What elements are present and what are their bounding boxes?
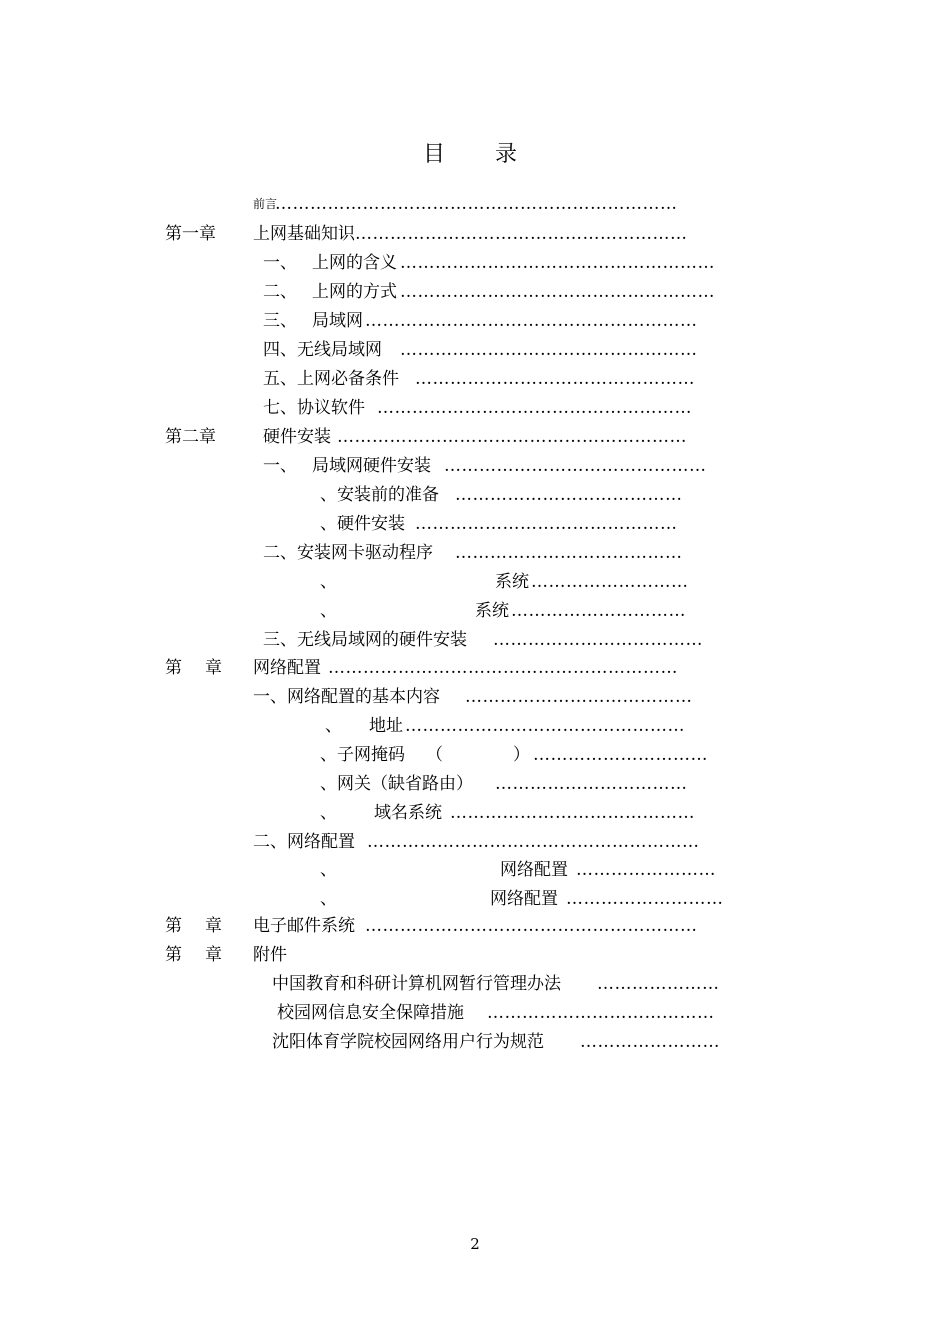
toc-leader: ……………………………………………… — [377, 398, 692, 418]
toc-entry — [0, 801, 950, 825]
toc-entry-mark: 、 — [320, 889, 337, 909]
toc-leader: ………………………………… — [465, 687, 693, 707]
toc-leader: ……………………………………… — [444, 456, 707, 476]
toc-entry-mark: 、 — [325, 716, 342, 736]
toc-leader: ……………………………………………… — [400, 282, 715, 302]
toc-entry — [0, 396, 950, 420]
toc-section-number: 三、 — [263, 311, 297, 331]
toc-leader: …………………………………………………… — [337, 427, 687, 447]
toc-leader: ………………… — [597, 974, 720, 994]
toc-chapter-number: 第一章 — [165, 224, 216, 244]
toc-entry-text: 地址 — [369, 716, 403, 736]
toc-entry-text: 四、无线局域网 — [263, 340, 382, 360]
toc-entry — [0, 772, 950, 796]
toc-entry — [0, 685, 950, 709]
toc-entry-text: 、子网掩码 — [320, 745, 405, 765]
toc-entry-text: 网络配置 — [500, 860, 568, 880]
toc-entry-text: 上网的方式 — [312, 282, 397, 302]
toc-entry — [0, 858, 950, 882]
toc-entry-text: 二、网络配置 — [253, 832, 355, 852]
toc-leader: ………………………………………………… — [367, 832, 700, 852]
toc-entry-text: 、网关（缺省路由） — [320, 774, 473, 794]
toc-leader: ………………………………………………… — [365, 916, 698, 936]
toc-leader: ………………………………… — [455, 543, 683, 563]
toc-entry — [0, 280, 950, 304]
toc-entry-text: 二、安装网卡驱动程序 — [263, 543, 433, 563]
toc-leader: ……………………… — [531, 572, 689, 592]
toc-leader: ………………………………… — [487, 1003, 715, 1023]
toc-leader: ………………………………………… — [415, 369, 695, 389]
toc-entry-chapter-1 — [0, 222, 950, 246]
toc-entry-text: 上网的含义 — [312, 253, 397, 273]
toc-entry-text: 、硬件安装 — [320, 514, 405, 534]
toc-entry — [0, 830, 950, 854]
toc-entry-appendix — [0, 1001, 950, 1025]
toc-title-part2: 录 — [495, 142, 518, 167]
toc-chapter-suffix: 章 — [205, 658, 222, 678]
toc-entry — [0, 512, 950, 536]
toc-entry — [0, 309, 950, 333]
toc-leader: ………………………………………… — [405, 716, 685, 736]
toc-entry-chapter-5 — [0, 943, 950, 967]
toc-section-number: 一、 — [263, 253, 297, 273]
toc-entry — [0, 887, 950, 911]
toc-entry-appendix — [0, 1030, 950, 1054]
toc-paren-close: ） — [513, 745, 530, 765]
toc-chapter-number: 第二章 — [165, 427, 216, 447]
toc-leader: ………………………………………………… — [355, 224, 688, 244]
toc-chapter-suffix: 章 — [205, 916, 222, 936]
toc-entry — [0, 367, 950, 391]
toc-entry-text: 中国教育和科研计算机网暂行管理办法 — [272, 974, 561, 994]
toc-entry-appendix — [0, 972, 950, 996]
toc-entry-label: 前言 — [253, 197, 278, 211]
page-number: 2 — [470, 1235, 480, 1253]
toc-leader: ……………………………………… — [415, 514, 678, 534]
toc-entry — [0, 714, 950, 738]
toc-leader: ……………………………………………… — [400, 253, 715, 273]
toc-entry — [0, 743, 950, 767]
toc-leader: ………………………………………………… — [365, 311, 698, 331]
toc-entry — [0, 454, 950, 478]
toc-entry — [0, 541, 950, 565]
toc-entry-text: 电子邮件系统 — [253, 916, 355, 936]
toc-paren-open: （ — [426, 745, 443, 765]
toc-entry-text: 网络配置 — [253, 658, 321, 678]
toc-leader: …………………………………………………………… — [275, 194, 678, 214]
toc-entry — [0, 483, 950, 507]
toc-entry-text: 五、上网必备条件 — [263, 369, 399, 389]
toc-entry-text: 局域网硬件安装 — [312, 456, 431, 476]
toc-entry-text: 上网基础知识 — [253, 224, 355, 244]
toc-entry — [0, 251, 950, 275]
toc-entry — [0, 570, 950, 594]
toc-entry-text: 校园网信息安全保障措施 — [277, 1003, 464, 1023]
toc-entry — [0, 599, 950, 623]
toc-leader: …………………… — [576, 860, 716, 880]
toc-section-number: 一、 — [263, 456, 297, 476]
toc-leader: …………………………………… — [450, 803, 695, 823]
toc-leader: ……………………………… — [493, 630, 703, 650]
toc-chapter-suffix: 章 — [205, 945, 222, 965]
toc-entry-mark: 、 — [320, 572, 337, 592]
toc-entry-chapter-3 — [0, 656, 950, 680]
toc-entry-text: 、安装前的准备 — [320, 485, 439, 505]
toc-entry-chapter-4 — [0, 914, 950, 938]
toc-entry-text: 沈阳体育学院校园网络用户行为规范 — [272, 1032, 544, 1052]
toc-entry — [0, 628, 950, 652]
toc-leader: ……………………… — [566, 889, 724, 909]
toc-entry-foreword — [0, 192, 950, 216]
toc-entry-mark: 、 — [320, 860, 337, 880]
toc-entry-text: 局域网 — [312, 311, 363, 331]
toc-entry-text: 系统 — [475, 601, 509, 621]
toc-entry-text: 七、协议软件 — [263, 398, 365, 418]
toc-chapter-prefix: 第 — [165, 945, 182, 965]
toc-leader: …………………………………………… — [400, 340, 698, 360]
toc-entry-text: 域名系统 — [374, 803, 442, 823]
toc-entry-mark: 、 — [320, 803, 337, 823]
toc-entry-text: 三、无线局域网的硬件安装 — [263, 630, 467, 650]
toc-leader: …………………… — [580, 1032, 720, 1052]
toc-chapter-prefix: 第 — [165, 658, 182, 678]
toc-leader: ………………………… — [511, 601, 686, 621]
toc-entry-text: 网络配置 — [490, 889, 558, 909]
toc-chapter-prefix: 第 — [165, 916, 182, 936]
toc-leader: …………………………… — [495, 774, 688, 794]
toc-entry — [0, 338, 950, 362]
toc-entry-text: 一、网络配置的基本内容 — [253, 687, 440, 707]
toc-entry-text: 附件 — [253, 945, 287, 965]
toc-title-part1: 目 — [423, 142, 446, 167]
toc-section-number: 二、 — [263, 282, 297, 302]
toc-leader: …………………………………………………… — [328, 658, 678, 678]
toc-leader: ………………………… — [533, 745, 708, 765]
toc-entry-mark: 、 — [320, 601, 337, 621]
toc-entry-chapter-2 — [0, 425, 950, 449]
toc-entry-text: 硬件安装 — [263, 427, 331, 447]
toc-leader: ………………………………… — [455, 485, 683, 505]
toc-entry-text: 系统 — [495, 572, 529, 592]
